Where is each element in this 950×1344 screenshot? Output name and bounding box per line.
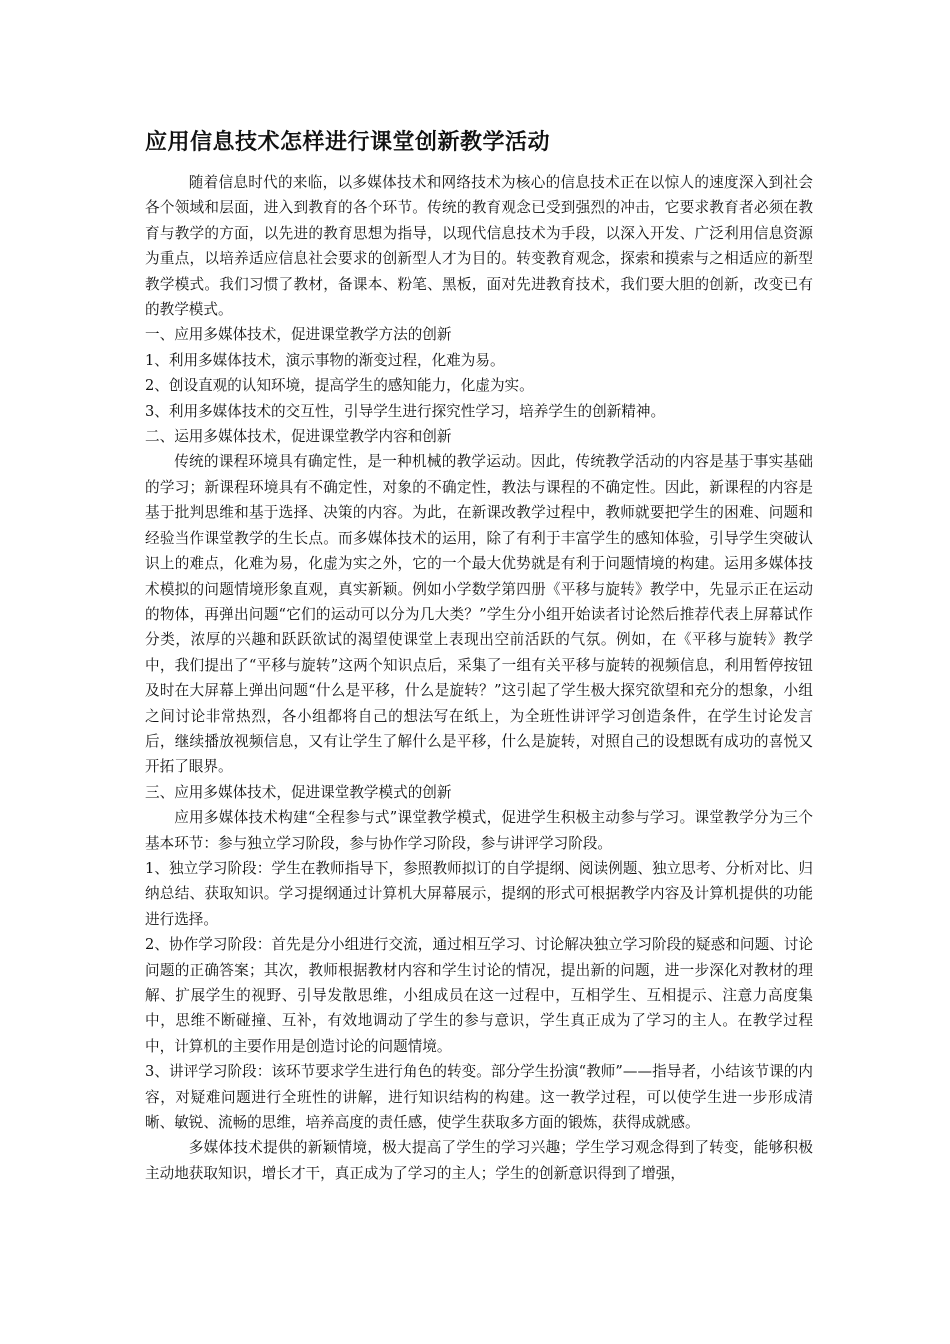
list-item: 3、利用多媒体技术的交互性，引导学生进行探究性学习，培养学生的创新精神。 <box>145 402 666 420</box>
stage-paragraph-1: 1、独立学习阶段：学生在教师指导下，参照教师拟订的自学提纲、阅读例题、独立思考、分析对比、归纳总结、获取知识。学习提纲通过计算机大屏幕展示，提纲的形式可根据教学内容及计算机提供的功能进行选择。 <box>145 859 813 928</box>
list-item: 2、创设直观的认知环境，提高学生的感知能力，化虚为实。 <box>145 377 534 395</box>
section-heading-2: 二、运用多媒体技术，促进课堂教学内容和创新 <box>145 428 452 446</box>
document-title: 应用信息技术怎样进行课堂创新教学活动 <box>145 130 551 155</box>
section-heading-1: 一、应用多媒体技术，促进课堂教学方法的创新 <box>145 326 452 344</box>
body-paragraph: 应用多媒体技术构建“全程参与式”课堂教学模式，促进学生积极主动参与学习。课堂教学分为三个基本环节：参与独立学习阶段，参与协作学习阶段，参与讲评学习阶段。 <box>145 809 813 852</box>
list-item: 1、利用多媒体技术，演示事物的渐变过程，化难为易。 <box>145 351 505 369</box>
intro-paragraph: 随着信息时代的来临，以多媒体技术和网络技术为核心的信息技术正在以惊人的速度深入到社会各个领域和层面，进入到教育的各个环节。传统的教育观念已受到强烈的冲击，它要求教育者必须在教育与教学的方面，以先进的教育思想为指导，以现代信息技术为手段，以深入开发、广泛利用信息资源为重点，以培养适应信息社会要求的创新型人才为目的。转变教育观念，探索和摸索与之相适应的新型教学模式。我们习惯了教材，备课本、粉笔、黑板，面对先进教育技术，我们要大胆的创新，改变已有的教学模式。 <box>145 174 813 319</box>
stage-paragraph-2: 2、协作学习阶段：首先是分小组进行交流，通过相互学习、讨论解决独立学习阶段的疑惑和问题、讨论问题的正确答案；其次，教师根据教材内容和学生讨论的情况，提出新的问题，进一步深化对教材的理解、扩展学生的视野、引导发散思维，小组成员在这一过程中，互相学生、互相提示、注意力高度集中，思维不断碰撞、互补，有效地调动了学生的参与意识，学生真正成为了学习的主人。在教学过程中，计算机的主要作用是创造讨论的问题情境。 <box>145 936 813 1055</box>
stage-paragraph-3: 3、讲评学习阶段：该环节要求学生进行角色的转变。部分学生扮演“教师”——指导者，小结该节课的内容，对疑难问题进行全班性的讲解，进行知识结构的构建。这一教学过程，可以使学生进一步形成清晰、敏锐、流畅的思维，培养高度的责任感，使学生获取多方面的锻炼，获得成就感。 <box>145 1063 813 1132</box>
section-heading-3: 三、应用多媒体技术，促进课堂教学模式的创新 <box>145 783 452 801</box>
document-page <box>145 128 813 1186</box>
body-paragraph: 传统的课程环境具有确定性，是一种机械的教学运动。因此，传统教学活动的内容是基于事实基础的学习；新课程环境具有不确定性，对象的不确定性，教法与课程的不确定性。因此，新课程的内容是基于批判思维和基于选择、决策的内容。为此，在新课改教学过程中，教师就要把学生的困难、问题和经验当作课堂教学的生长点。而多媒体技术的运用，除了有利于丰富学生的感知体验，引导学生突破认识上的难点，化难为易，化虚为实之外，它的一个最大优势就是有利于问题情境的构建。运用多媒体技术模拟的问题情境形象直观，真实新颖。例如小学数学第四册《平移与旋转》教学中，先显示正在运动的物体，再弹出问题“它们的运动可以分为几大类？”学生分小组开始读者讨论然后推荐代表上屏幕试作分类，浓厚的兴趣和跃跃欲试的渴望使课堂上表现出空前活跃的气氛。例如，在《平移与旋转》教学中，我们提出了“平移与旋转”这两个知识点后，采集了一组有关平移与旋转的视频信息，利用暂停按钮及时在大屏幕上弹出问题“什么是平移，什么是旋转？”这引起了学生极大探究欲望和充分的想象，小组之间讨论非常热烈，各小组都将自己的想法写在纸上，为全班性讲评学习创造条件，在学生讨论发言后，继续播放视频信息，又有让学生了解什么是平移，什么是旋转，对照自己的设想既有成功的喜悦又开拓了眼界。 <box>145 453 813 776</box>
closing-paragraph: 多媒体技术提供的新颖情境，极大提高了学生的学习兴趣；学生学习观念得到了转变，能够积极主动地获取知识，增长才干，真正成为了学习的主人；学生的创新意识得到了增强， <box>145 1139 813 1182</box>
